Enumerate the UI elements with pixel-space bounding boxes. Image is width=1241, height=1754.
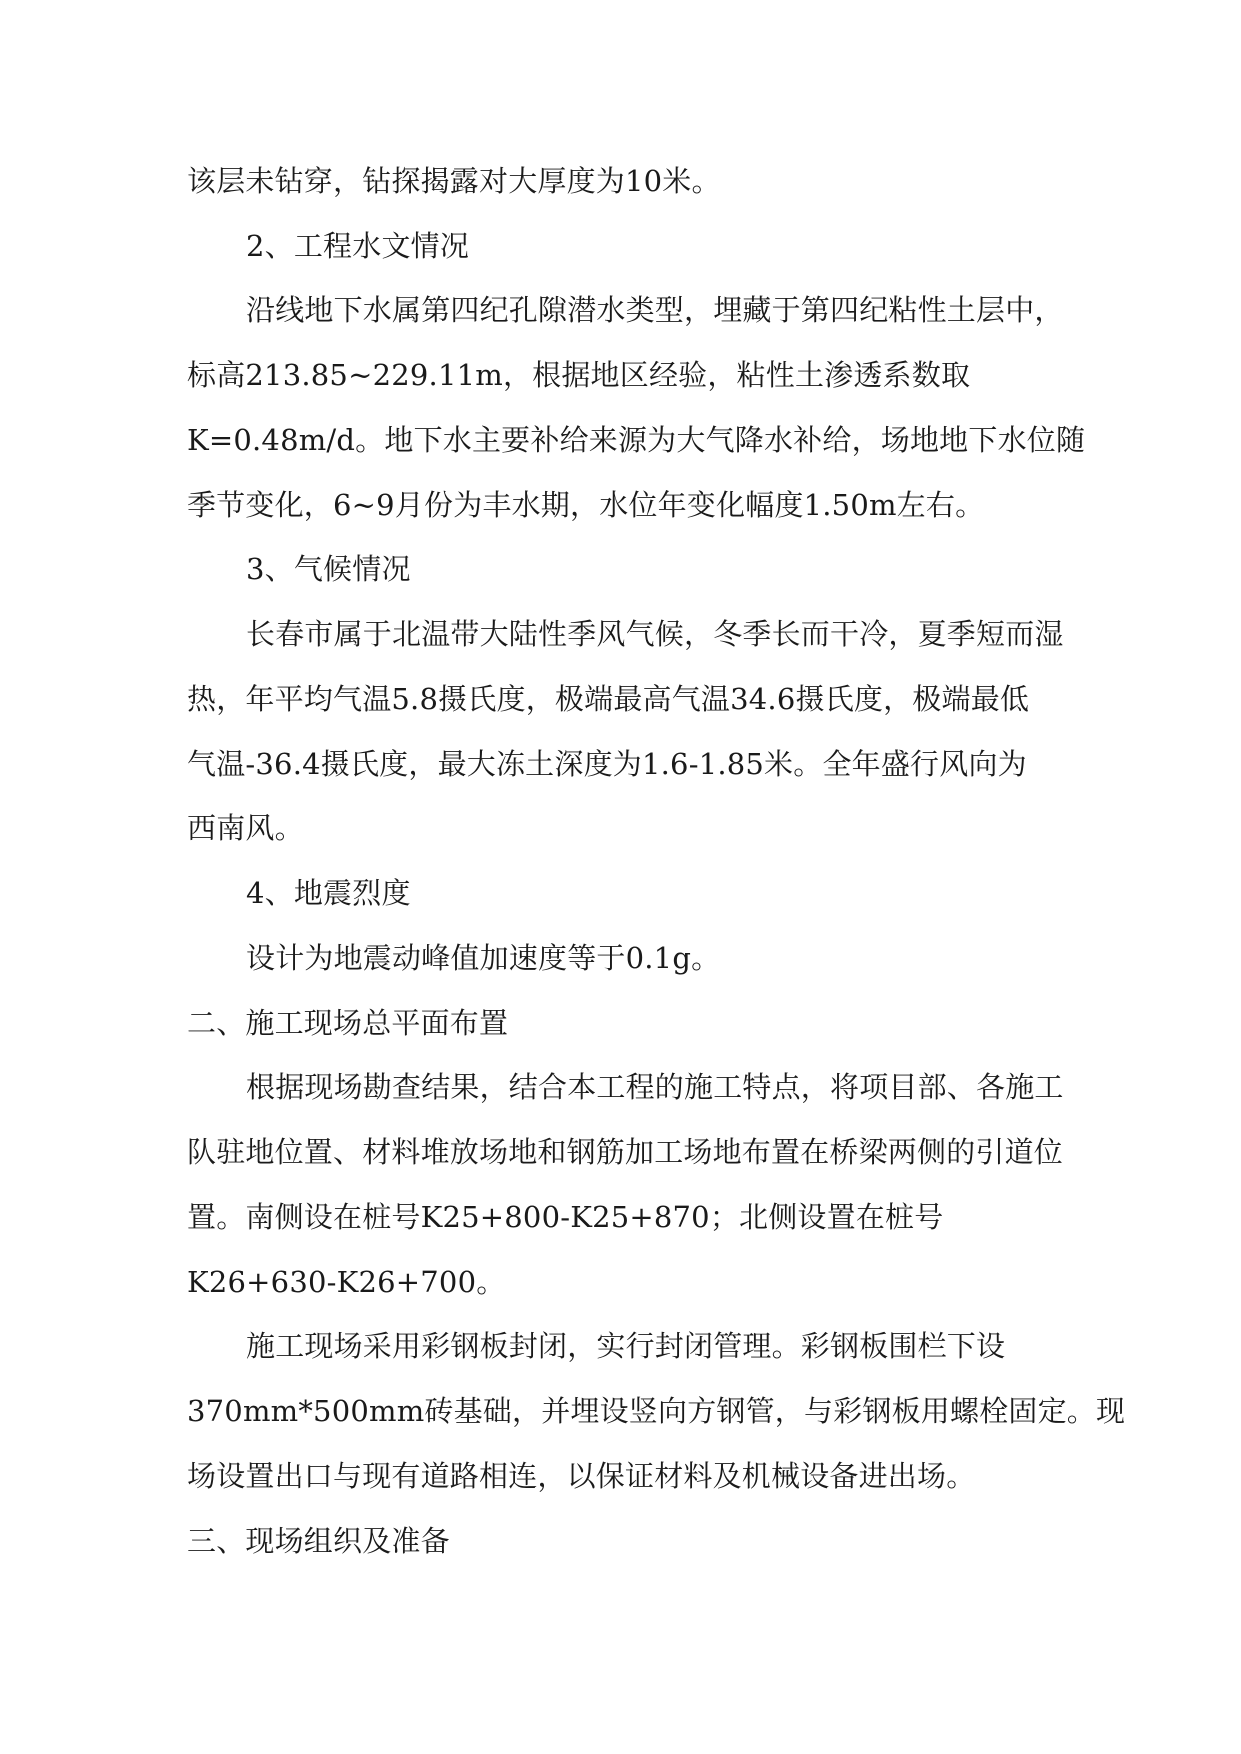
body-text-line: 根据现场勘查结果，结合本工程的施工特点，将项目部、各施工	[246, 1070, 1064, 1104]
body-text-line: 热，年平均气温5.8摄氏度，极端最高气温34.6摄氏度，极端最低	[187, 682, 1030, 716]
chapter-heading-site-layout: 二、施工现场总平面布置	[187, 1006, 509, 1040]
body-text-line: 该层未钻穿，钻探揭露对大厚度为10米。	[187, 164, 721, 198]
section-heading-climate: 3、气候情况	[246, 552, 411, 586]
body-text-line: 西南风。	[187, 811, 304, 845]
body-text-line: 沿线地下水属第四纪孔隙潜水类型，埋藏于第四纪粘性土层中，	[246, 293, 1064, 327]
body-text-line: 标高213.85~229.11m，根据地区经验，粘性土渗透系数取	[187, 358, 971, 392]
body-text-line: 队驻地位置、材料堆放场地和钢筋加工场地布置在桥梁两侧的引道位	[187, 1135, 1064, 1169]
section-heading-hydrology: 2、工程水文情况	[246, 229, 470, 263]
body-text-line: 长春市属于北温带大陆性季风气候，冬季长而干冷，夏季短而湿	[246, 617, 1064, 651]
body-text-line: 气温-36.4摄氏度，最大冻土深度为1.6-1.85米。全年盛行风向为	[187, 747, 1027, 781]
body-text-line: 施工现场采用彩钢板封闭，实行封闭管理。彩钢板围栏下设	[246, 1329, 1006, 1363]
body-text-line: 置。南侧设在桩号K25+800-K25+870；北侧设置在桩号	[187, 1200, 944, 1234]
body-text-line: 场设置出口与现有道路相连，以保证材料及机械设备进出场。	[187, 1459, 976, 1493]
body-text-line: 季节变化，6~9月份为丰水期，水位年变化幅度1.50m左右。	[187, 488, 985, 522]
body-text-line: 370mm*500mm砖基础，并埋设竖向方钢管，与彩钢板用螺栓固定。现	[187, 1394, 1126, 1428]
section-heading-seismic: 4、地震烈度	[246, 876, 411, 910]
body-text-line: 设计为地震动峰值加速度等于0.1g。	[246, 941, 721, 975]
body-text-line: K26+630-K26+700。	[187, 1265, 506, 1299]
body-text-line: K=0.48m/d。地下水主要补给来源为大气降水补给，场地地下水位随	[187, 423, 1086, 457]
chapter-heading-site-organization: 三、现场组织及准备	[187, 1524, 450, 1558]
